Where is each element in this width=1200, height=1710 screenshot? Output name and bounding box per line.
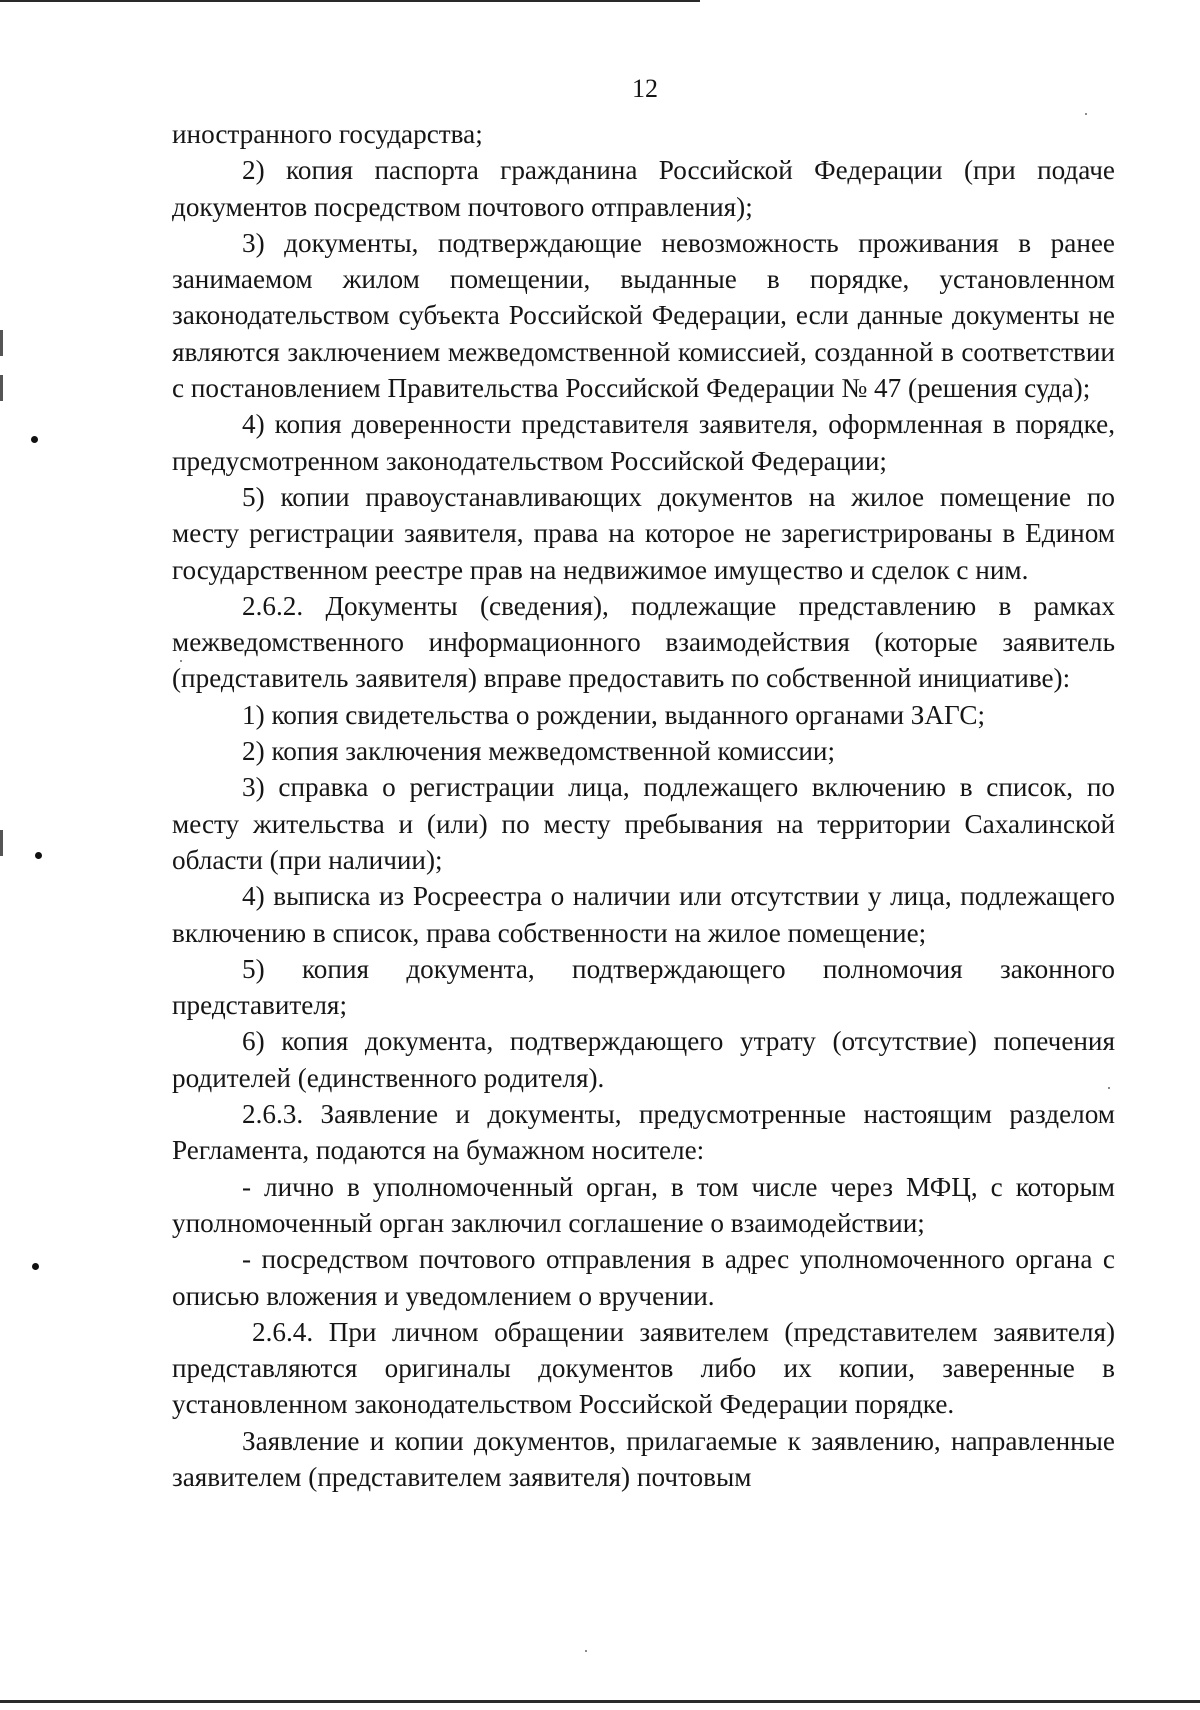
paragraph-2-6-4: 2.6.4. При личном обращении заявителем (представителем заявителя) представляются оригиналы документов либо их копии, заверенные в установленном законодательством Российской Федерации порядке. bbox=[172, 1316, 1115, 1420]
document-body bbox=[172, 116, 1115, 1495]
paragraph-application-by-post: Заявление и копии документов, прилагаемые к заявлению, направленные заявителем (представителем заявителя) почтовым bbox=[172, 1425, 1115, 1492]
scan-dot bbox=[35, 852, 42, 859]
paragraph-2-6-3: 2.6.3. Заявление и документы, предусмотренные настоящим разделом Регламента, подаются на бумажном носителе: bbox=[172, 1099, 1115, 1166]
scan-top-border bbox=[0, 0, 700, 2]
paragraph-item-3-documents: 3) документы, подтверждающие невозможность проживания в ранее занимаемом жилом помещении, выданные в порядке, установленном законодательством субъекта Российской Федерации, если данные документы не являются заключением межведомственной комиссией, созданной в соответствии с постановлением Правительства Российской Федерации № 47 (решения суда); bbox=[172, 227, 1115, 404]
paragraph-item-2-passport: 2) копия паспорта гражданина Российской Федерации (при подаче документов посредством почтового отправления); bbox=[172, 155, 1115, 222]
scan-edge-mark bbox=[0, 830, 3, 856]
paragraph-item-5-title-documents: 5) копии правоустанавливающих документов на жилое помещение по месту регистрации заявителя, права на которое не зарегистрированы в Едином государственном реестре прав на недвижимое имущество и сделок с ним. bbox=[172, 481, 1115, 585]
scan-dot bbox=[31, 436, 38, 443]
paragraph-item-6-guardianship: 6) копия документа, подтверждающего утрату (отсутствие) попечения родителей (единственного родителя). bbox=[172, 1026, 1115, 1093]
scan-edge-mark bbox=[0, 330, 3, 356]
scan-dot bbox=[32, 1263, 39, 1270]
paragraph-item-1-birth-certificate: 1) копия свидетельства о рождении, выданного органами ЗАГС; bbox=[242, 699, 986, 730]
paragraph-2-6-2: 2.6.2. Документы (сведения), подлежащие представлению в рамках межведомственного информационного взаимодействия (которые заявитель (представитель заявителя) вправе предоставить по собственной инициативе): bbox=[172, 590, 1115, 694]
scan-speck bbox=[1108, 1087, 1110, 1089]
scan-speck bbox=[585, 1650, 587, 1652]
paragraph-item-4-power-of-attorney: 4) копия доверенности представителя заявителя, оформленная в порядке, предусмотренном законодательством Российской Федерации; bbox=[172, 409, 1115, 476]
paragraph-dash-by-post: - посредством почтового отправления в адрес уполномоченного органа с описью вложения и уведомлением о вручении. bbox=[172, 1244, 1115, 1311]
paragraph-item-5-legal-representative: 5) копия документа, подтверждающего полномочия законного представителя; bbox=[172, 953, 1115, 1021]
paragraph-item-2-commission: 2) копия заключения межведомственной комиссии; bbox=[242, 736, 835, 767]
scan-bottom-border bbox=[0, 1700, 1200, 1703]
paragraph-item-3-registration: 3) справка о регистрации лица, подлежащего включению в список, по месту жительства и (или) по месту пребывания на территории Сахалинской области (при наличии); bbox=[172, 772, 1115, 875]
paragraph-continuation: иностранного государства; bbox=[172, 119, 483, 149]
page-number: 12 bbox=[632, 74, 658, 103]
paragraph-dash-in-person: - лично в уполномоченный орган, в том числе через МФЦ, с которым уполномоченный орган заключил соглашение о взаимодействии; bbox=[172, 1171, 1115, 1238]
scan-speck bbox=[1085, 113, 1087, 115]
scan-speck bbox=[180, 660, 182, 662]
scan-edge-mark bbox=[0, 375, 3, 401]
paragraph-item-4-rosreestr: 4) выписка из Росреестра о наличии или отсутствии у лица, подлежащего включению в список, права собственности на жилое помещение; bbox=[172, 881, 1115, 948]
